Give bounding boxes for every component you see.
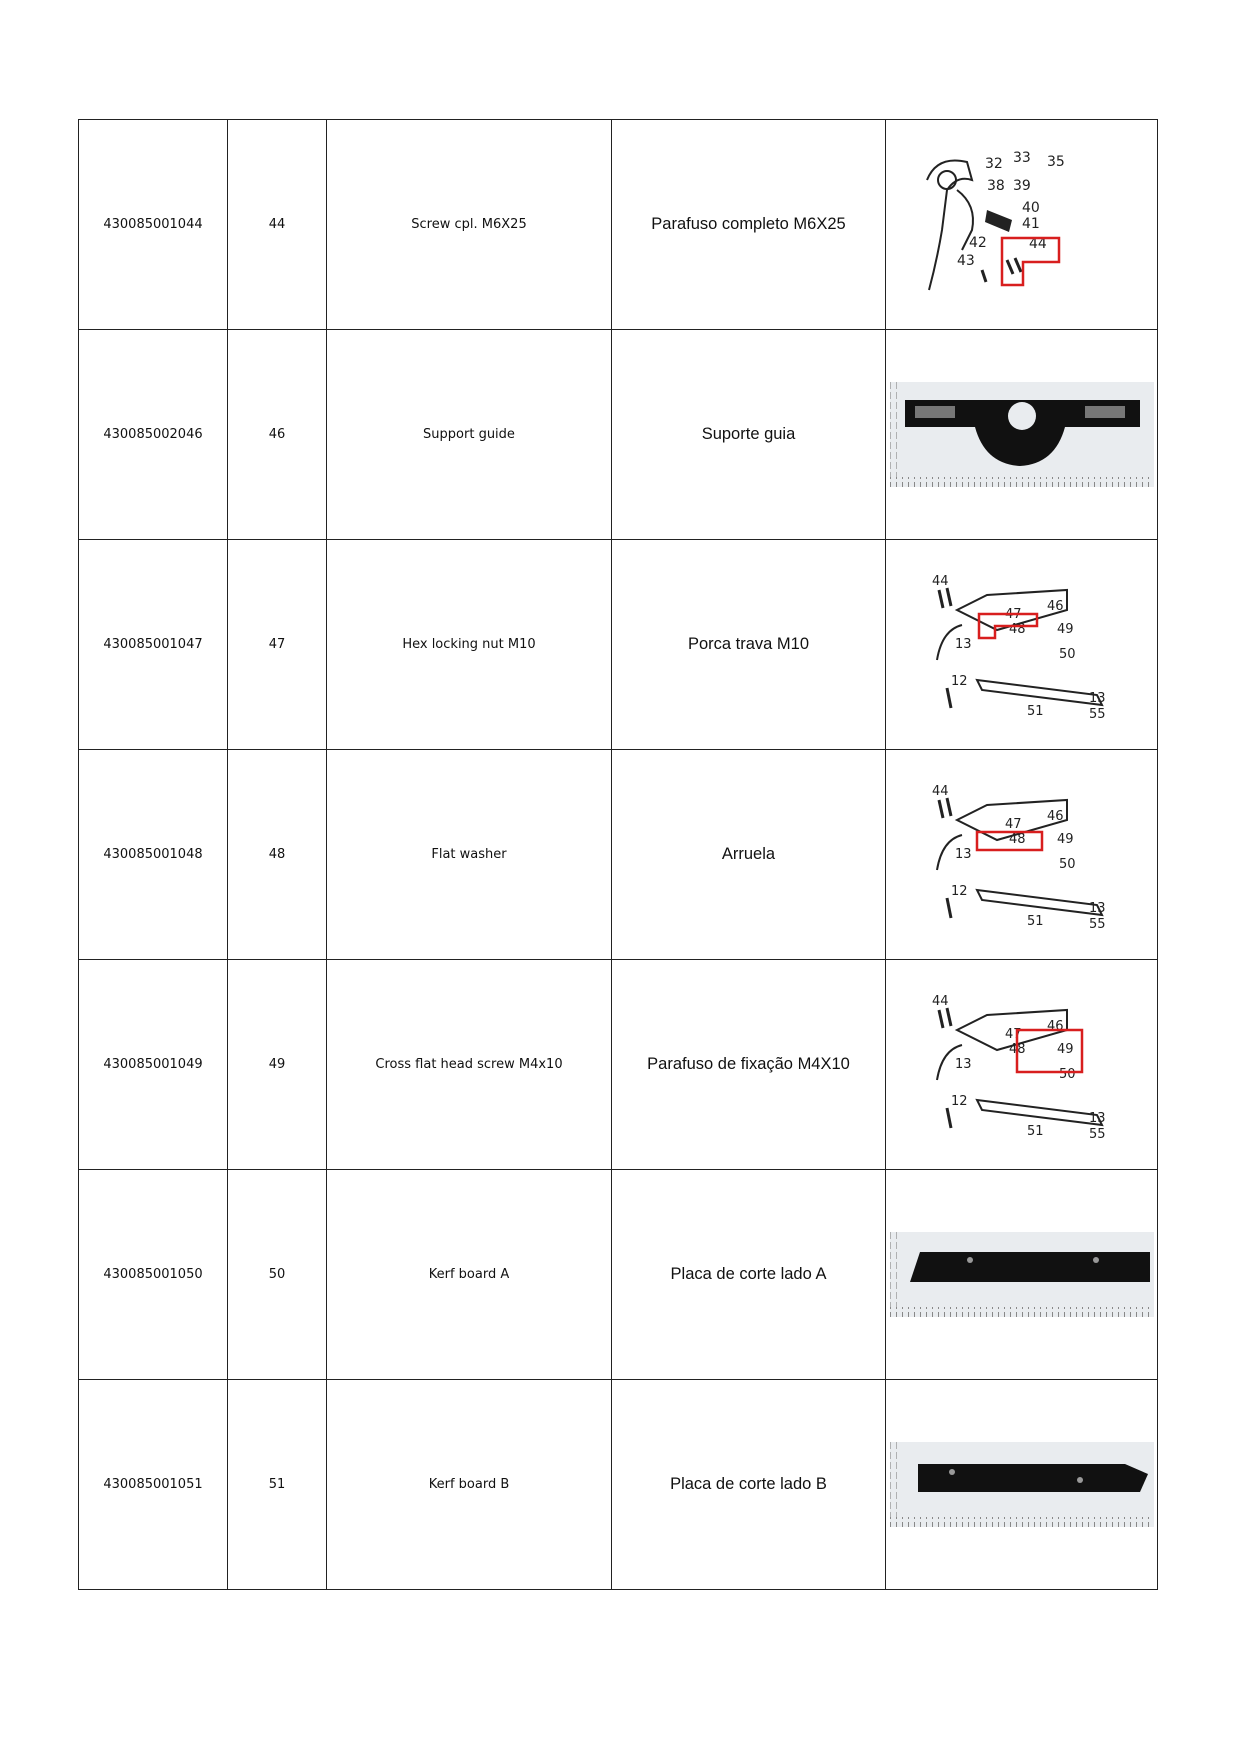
svg-text:50: 50 (1058, 1066, 1076, 1082)
exploded-diagram-image (917, 570, 1127, 720)
description-pt-cell (612, 330, 886, 540)
svg-text:12: 12 (950, 673, 968, 689)
svg-text:35: 35 (1046, 153, 1065, 170)
description-en-text: Flat washer (431, 847, 507, 862)
svg-text:13: 13 (954, 846, 972, 862)
part-code-text: 430085001051 (103, 1477, 203, 1492)
svg-text:13: 13 (954, 636, 972, 652)
part-code-cell (79, 540, 228, 750)
description-en-cell (327, 750, 612, 960)
description-pt-text: Placa de corte lado B (670, 1475, 827, 1493)
svg-text:13: 13 (1088, 690, 1106, 706)
svg-text:50: 50 (1058, 856, 1076, 872)
description-pt-cell (612, 540, 886, 750)
part-image-cell (886, 750, 1158, 960)
parts-table-body (79, 120, 1158, 1590)
description-en-text: Kerf board A (428, 1267, 510, 1282)
description-pt-cell (612, 120, 886, 330)
svg-text:13: 13 (1088, 1110, 1106, 1126)
svg-text:51: 51 (1026, 913, 1044, 929)
description-en-cell (327, 540, 612, 750)
item-number-text: 50 (268, 1267, 286, 1282)
part-image-cell (886, 120, 1158, 330)
svg-text:55: 55 (1088, 1126, 1106, 1140)
svg-text:12: 12 (950, 1093, 968, 1109)
part-image-cell (886, 960, 1158, 1170)
parts-table (78, 119, 1158, 1590)
description-en-cell (327, 330, 612, 540)
svg-text:44: 44 (931, 783, 949, 799)
description-pt-cell (612, 1380, 886, 1590)
table-row (79, 960, 1158, 1170)
kerf-board-a-photo (890, 1232, 1154, 1317)
item-number-text: 47 (268, 637, 286, 652)
svg-text:48: 48 (1008, 831, 1026, 847)
description-en-text: Cross flat head screw M4x10 (375, 1057, 563, 1072)
svg-text:51: 51 (1026, 1123, 1044, 1139)
svg-text:47: 47 (1004, 606, 1022, 622)
part-code-text: 430085001050 (103, 1267, 203, 1282)
svg-text:13: 13 (1088, 900, 1106, 916)
svg-text:43: 43 (956, 252, 975, 269)
part-code-cell (79, 120, 228, 330)
description-en-cell (327, 120, 612, 330)
description-pt-text: Parafuso completo M6X25 (651, 215, 846, 233)
svg-text:50: 50 (1058, 646, 1076, 662)
description-en-text: Screw cpl. M6X25 (411, 217, 527, 232)
svg-text:44: 44 (931, 573, 949, 589)
item-number-cell (228, 750, 327, 960)
svg-text:46: 46 (1046, 1018, 1064, 1034)
exploded-diagram-image (917, 990, 1127, 1140)
table-row (79, 540, 1158, 750)
item-number-text: 51 (268, 1477, 286, 1492)
svg-text:41: 41 (1021, 215, 1040, 232)
part-code-cell (79, 960, 228, 1170)
item-number-cell (228, 1170, 327, 1380)
svg-text:47: 47 (1004, 1026, 1022, 1042)
part-image-cell (886, 330, 1158, 540)
svg-text:32: 32 (984, 155, 1003, 172)
svg-text:48: 48 (1008, 621, 1026, 637)
description-pt-text: Placa de corte lado A (670, 1265, 827, 1283)
description-pt-text: Parafuso de fixação M4X10 (647, 1055, 850, 1073)
description-pt-text: Suporte guia (701, 425, 796, 443)
item-number-text: 49 (268, 1057, 286, 1072)
description-pt-text: Arruela (721, 845, 776, 863)
item-number-text: 48 (268, 847, 286, 862)
svg-text:46: 46 (1046, 598, 1064, 614)
description-pt-cell (612, 1170, 886, 1380)
svg-text:39: 39 (1012, 177, 1031, 194)
item-number-cell (228, 960, 327, 1170)
part-code-text: 430085001044 (103, 217, 203, 232)
description-en-text: Hex locking nut M10 (402, 637, 536, 652)
description-en-cell (327, 1170, 612, 1380)
svg-text:49: 49 (1056, 1041, 1074, 1057)
table-row (79, 1170, 1158, 1380)
svg-text:40: 40 (1021, 199, 1040, 216)
svg-text:49: 49 (1056, 621, 1074, 637)
kerf-board-b-photo (890, 1442, 1154, 1527)
description-pt-text: Porca trava M10 (687, 635, 810, 653)
svg-text:49: 49 (1056, 831, 1074, 847)
part-code-text: 430085001049 (103, 1057, 203, 1072)
svg-text:55: 55 (1088, 706, 1106, 720)
item-number-cell (228, 120, 327, 330)
svg-text:33: 33 (1012, 149, 1031, 166)
svg-text:42: 42 (968, 234, 987, 251)
svg-text:12: 12 (950, 883, 968, 899)
description-en-cell (327, 960, 612, 1170)
svg-text:51: 51 (1026, 703, 1044, 719)
item-number-cell (228, 330, 327, 540)
description-en-text: Kerf board B (428, 1477, 510, 1492)
svg-text:48: 48 (1008, 1041, 1026, 1057)
part-code-cell (79, 330, 228, 540)
svg-text:47: 47 (1004, 816, 1022, 832)
description-pt-cell (612, 960, 886, 1170)
exploded-diagram-image (917, 150, 1127, 300)
exploded-diagram-image (917, 780, 1127, 930)
table-row (79, 750, 1158, 960)
item-number-cell (228, 540, 327, 750)
part-code-cell (79, 750, 228, 960)
svg-text:38: 38 (986, 177, 1005, 194)
part-code-cell (79, 1380, 228, 1590)
part-code-text: 430085002046 (103, 427, 203, 442)
table-row (79, 1380, 1158, 1590)
part-image-cell (886, 1170, 1158, 1380)
svg-text:44: 44 (931, 993, 949, 1009)
description-en-cell (327, 1380, 612, 1590)
item-number-cell (228, 1380, 327, 1590)
item-number-text: 44 (268, 217, 286, 232)
svg-text:44: 44 (1028, 235, 1047, 252)
svg-text:13: 13 (954, 1056, 972, 1072)
svg-text:55: 55 (1088, 916, 1106, 930)
table-row (79, 330, 1158, 540)
part-image-cell (886, 540, 1158, 750)
part-code-cell (79, 1170, 228, 1380)
part-code-text: 430085001048 (103, 847, 203, 862)
support-guide-photo (890, 382, 1154, 487)
table-row (79, 120, 1158, 330)
description-pt-cell (612, 750, 886, 960)
svg-text:46: 46 (1046, 808, 1064, 824)
part-image-cell (886, 1380, 1158, 1590)
description-en-text: Support guide (423, 427, 515, 442)
part-code-text: 430085001047 (103, 637, 203, 652)
item-number-text: 46 (268, 427, 286, 442)
